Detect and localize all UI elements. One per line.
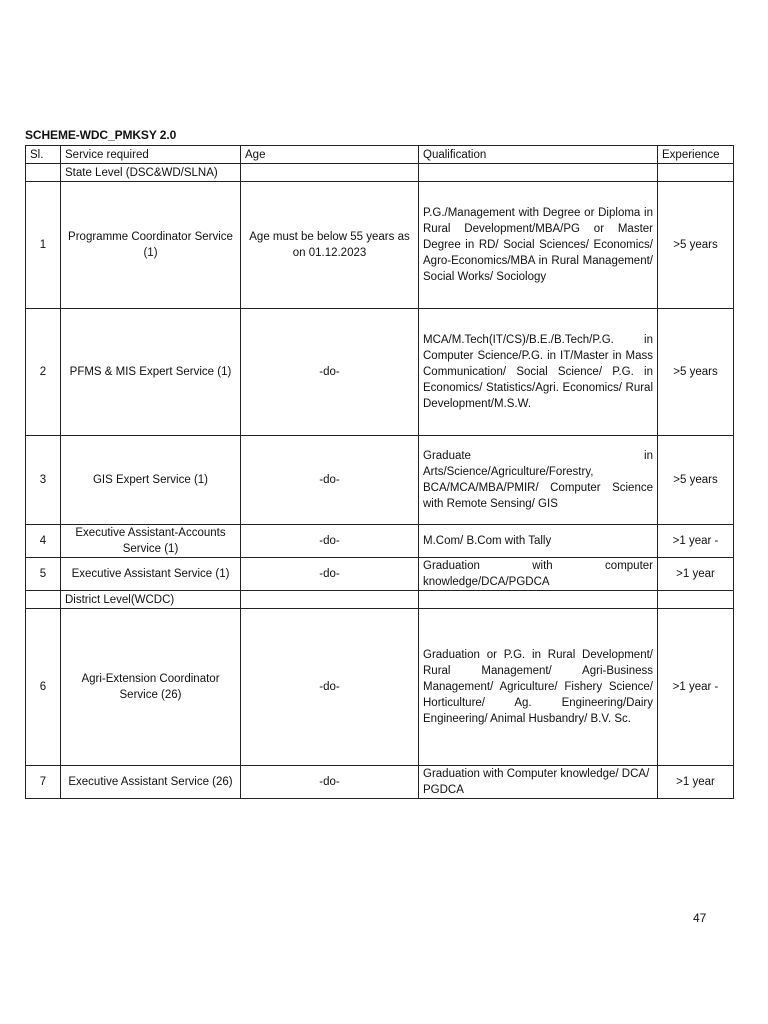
row-qualification: M.Com/ B.Com with Tally [419, 525, 658, 558]
row-experience: >5 years [658, 182, 734, 309]
table-row [26, 436, 734, 525]
section-label: State Level (DSC&WD/SLNA) [61, 164, 241, 182]
row-sl: 6 [26, 609, 61, 766]
row-experience: >5 years [658, 436, 734, 525]
row-sl: 4 [26, 525, 61, 558]
row-sl: 7 [26, 766, 61, 799]
row-sl: 3 [26, 436, 61, 525]
row-service: Executive Assistant Service (1) [61, 558, 241, 591]
table-row [26, 558, 734, 591]
section-row-district-level [26, 591, 734, 609]
row-experience: >1 year [658, 766, 734, 799]
header-experience: Experience [658, 146, 734, 164]
table-row [26, 309, 734, 436]
row-sl: 1 [26, 182, 61, 309]
row-age: -do- [241, 436, 419, 525]
row-age: -do- [241, 309, 419, 436]
table-row [26, 766, 734, 799]
row-experience: >1 year - [658, 525, 734, 558]
row-experience: >1 year - [658, 609, 734, 766]
page-number: 47 [693, 911, 707, 925]
table-row [26, 182, 734, 309]
row-age: -do- [241, 525, 419, 558]
row-age: -do- [241, 609, 419, 766]
row-age: -do- [241, 766, 419, 799]
header-age: Age [241, 146, 419, 164]
table-row [26, 525, 734, 558]
document-title: SCHEME-WDC_PMKSY 2.0 [25, 128, 177, 142]
row-experience: >5 years [658, 309, 734, 436]
table-header-row [26, 146, 734, 164]
row-service: GIS Expert Service (1) [61, 436, 241, 525]
row-qualification: Graduation with computer knowledge/DCA/PGDCA [419, 558, 658, 591]
row-experience: >1 year [658, 558, 734, 591]
row-age: -do- [241, 558, 419, 591]
row-service: PFMS & MIS Expert Service (1) [61, 309, 241, 436]
section-label: District Level(WCDC) [61, 591, 241, 609]
row-qualification: Graduation with Computer knowledge/ DCA/ PGDCA [419, 766, 658, 799]
row-service: Agri-Extension Coordinator Service (26) [61, 609, 241, 766]
recruitment-table [25, 145, 734, 799]
row-qualification: P.G./Management with Degree or Diploma in Rural Development/MBA/PG or Master Degree in RD/ Social Sciences/ Economics/ Agro-Economics/MBA in Rural Management/ Social Works/ Sociology [419, 182, 658, 309]
row-sl: 2 [26, 309, 61, 436]
row-age: Age must be below 55 years as on 01.12.2023 [241, 182, 419, 309]
row-qualification: MCA/M.Tech(IT/CS)/B.E./B.Tech/P.G. in Computer Science/P.G. in IT/Master in Mass Communication/ Social Science/ P.G. in Economics/ Statistics/Agri. Economics/ Rural Development/M.S.W. [419, 309, 658, 436]
row-service: Programme Coordinator Service (1) [61, 182, 241, 309]
row-service: Executive Assistant Service (26) [61, 766, 241, 799]
header-sl: Sl. [26, 146, 61, 164]
row-service: Executive Assistant-Accounts Service (1) [61, 525, 241, 558]
row-qualification: Graduation or P.G. in Rural Development/ Rural Management/ Agri-Business Management/ Agriculture/ Fishery Science/ Horticulture/ Ag. Engineering/Dairy Engineering/ Animal Husbandry/ B.V. Sc. [419, 609, 658, 766]
row-qualification: Graduate in Arts/Science/Agriculture/Forestry, BCA/MCA/MBA/PMIR/ Computer Science with Remote Sensing/ GIS [419, 436, 658, 525]
row-sl: 5 [26, 558, 61, 591]
table-row [26, 609, 734, 766]
header-service: Service required [61, 146, 241, 164]
header-qualification: Qualification [419, 146, 658, 164]
section-row-state-level [26, 164, 734, 182]
